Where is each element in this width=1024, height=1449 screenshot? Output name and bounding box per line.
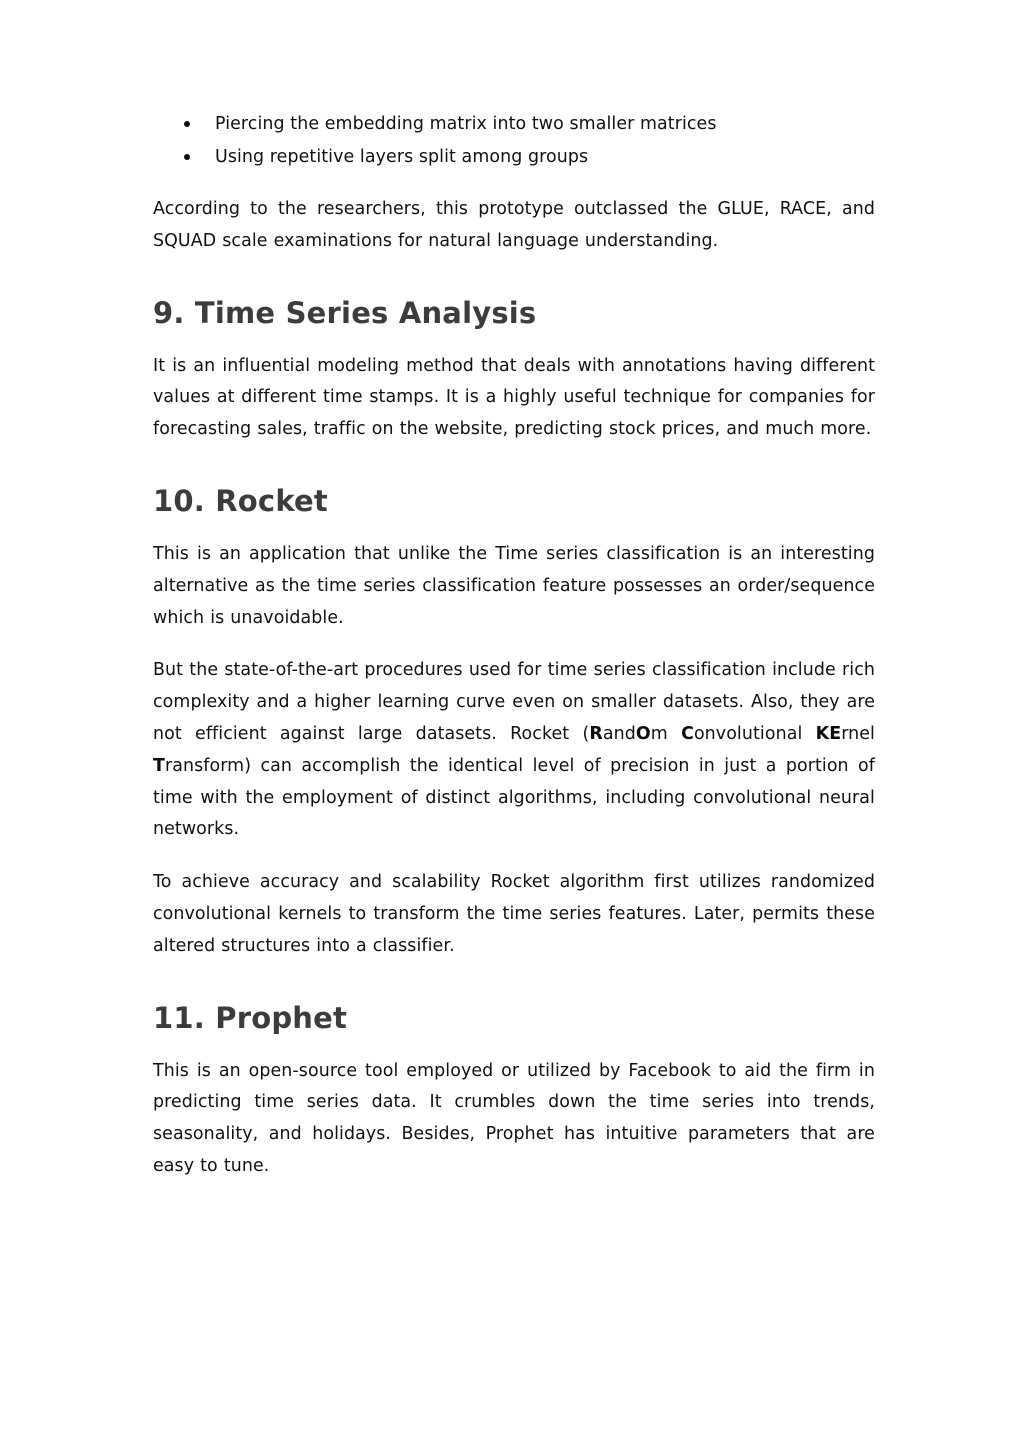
heading-rocket: 10. Rocket — [153, 483, 328, 518]
paragraph-albert-summary: According to the researchers, this prototype outclassed the GLUE, RACE, and SQUAD scale examinations for natural language understanding. — [153, 199, 875, 251]
paragraph-rocket-accuracy: To achieve accuracy and scalability Rocket algorithm first utilizes randomized convolutional kernels to transform the time series features. Later, permits these altered structures into a classifier. — [153, 872, 875, 956]
acronym-letter-t: T — [153, 755, 165, 776]
acronym-text-rnel: rnel — [841, 723, 875, 744]
paragraph-prophet: This is an open-source tool employed or utilized by Facebook to aid the firm in predicting time series data. It crumbles down the time series into trends, seasonality, and holidays. Besides, Prophet has intuitive parameters that are easy to tune. — [153, 1060, 875, 1176]
list-item — [153, 141, 875, 174]
list-item-label: Using repetitive layers split among groups — [215, 147, 589, 167]
spacer — [153, 984, 875, 998]
paragraph-time-series-analysis: It is an influential modeling method that deals with annotations having different values at different time stamps. It is a highly useful technique for companies for forecasting sales, traffic on the website, predicting stock prices, and much more. — [153, 355, 875, 440]
bullet-list — [153, 108, 875, 174]
acronym-text-ransform: ransform — [164, 755, 245, 776]
spacer — [153, 467, 875, 481]
acronym-letters-ke: KE — [815, 723, 842, 744]
acronym-letter-c: C — [681, 723, 694, 744]
list-item-label: Piercing the embedding matrix into two smaller matrices — [215, 114, 717, 134]
heading-prophet: 11. Prophet — [153, 1000, 348, 1035]
acronym-text-and: and — [602, 723, 636, 744]
list-item — [153, 108, 875, 141]
acronym-letter-o: O — [635, 723, 651, 744]
spacer — [153, 279, 875, 293]
paragraph-rocket-details — [153, 655, 875, 846]
rocket-details-text-lead: But the state-of-the-art procedures used for time series classification include rich complexity and a higher learning curve even on smaller datasets. Also, they are not efficient against large datasets. Rocket ( — [153, 660, 875, 744]
bullet-dot-icon — [184, 121, 190, 127]
acronym-text-onvolutional: onvolutional — [693, 723, 816, 744]
rocket-details-text-tail: ) can accomplish the identical level of precision in just a portion of time with the employment of distinct algorithms, including convolutional neural networks. — [153, 755, 875, 840]
bullet-dot-icon — [184, 154, 190, 160]
paragraph-rocket-intro: This is an application that unlike the Time series classification is an interesting alternative as the time series classification feature possesses an order/sequence which is unavoidable. — [153, 543, 875, 628]
document-content — [153, 108, 875, 1183]
heading-time-series-analysis: 9. Time Series Analysis — [153, 295, 537, 330]
acronym-letter-r: R — [589, 723, 603, 744]
acronym-text-m: m — [650, 723, 682, 744]
